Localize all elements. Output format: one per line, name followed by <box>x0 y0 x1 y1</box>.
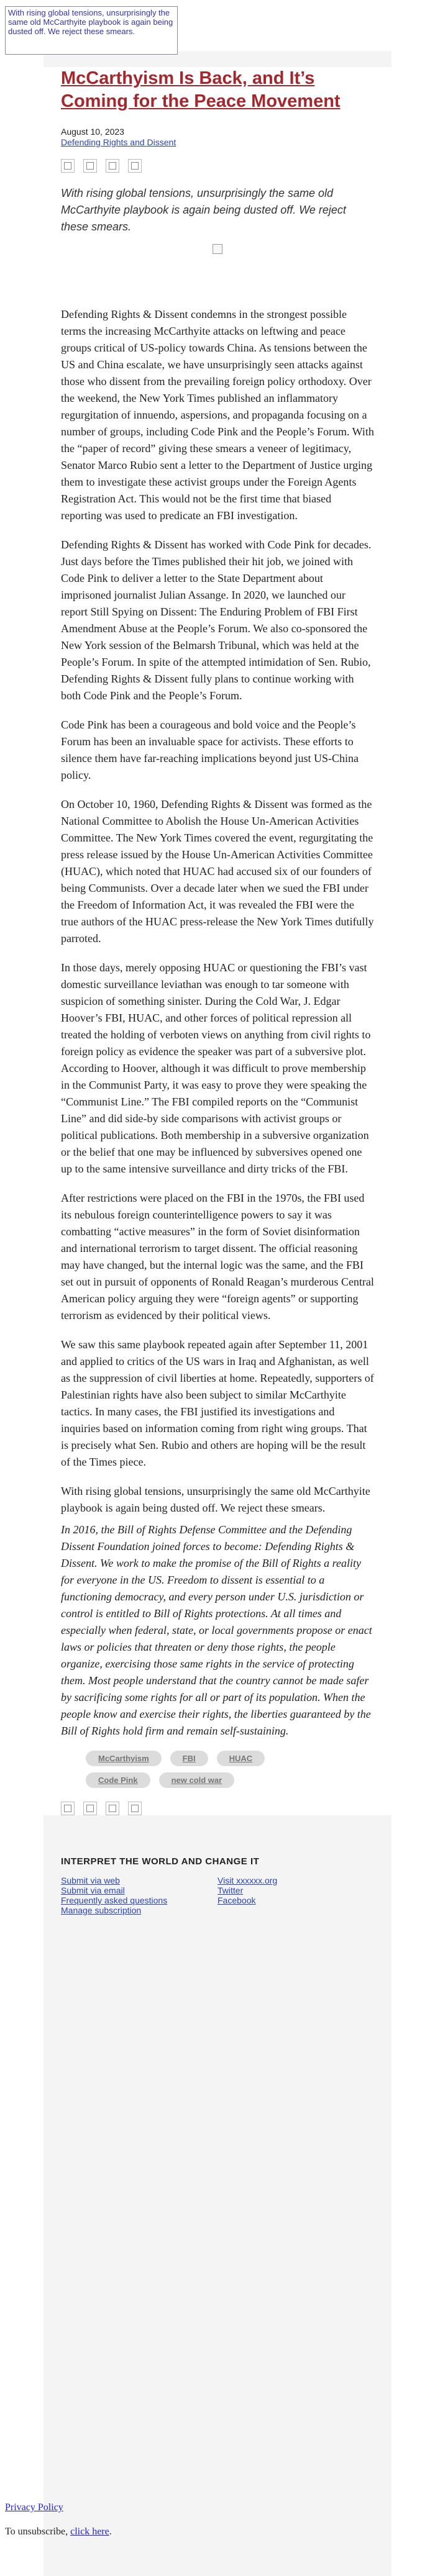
footer-right-links <box>218 1875 374 1915</box>
article-paragraph: With rising global tensions, unsurprisingly the same old McCarthyite playbook is again being dusted off. We reject these smears. <box>61 1485 370 1514</box>
footer-link-submit-web[interactable]: Submit via web <box>61 1875 120 1885</box>
article-paragraph: In those days, merely opposing HUAC or questioning the FBI’s vast domestic surveillance leviathan was enough to tar someone with suspicion of something sinister. During the Cold War, J. Edgar Hoover’s FBI, HUAC, and other forces of political repression all treated the holding of verboten views on anything from civil rights to foreign policy as evidence the speaker was part of a subversive plot. According to Hoover, although it was difficult to prove membership in the Communist Party, it was easy to prove they were speaking the “Communist Line.” The FBI compiled reports on the “Communist Line” and did side-by side comparisons with activist groups or political publications. Both membership in a subversive organization or the belief that one may be influenced by subversives opened one up to the same intensive surveillance and dirty tricks of the FBI. <box>61 961 371 1175</box>
unsubscribe-line <box>5 2526 112 2537</box>
tag-code-pink[interactable]: Code Pink <box>86 1772 150 1788</box>
share-buttons-bottom <box>61 1802 374 1815</box>
article-image-placeholder <box>213 244 222 254</box>
about-organization: In 2016, the Bill of Rights Defense Committee and the Defending Dissent Foundation joined forces to become: Defending Rights & Dissent. We work to make the promise of the Bill of Rights a reality for everyone in the US. Freedom to dissent is essential to a functioning democracy, and every person under U.S. jurisdiction or control is entitled to Bill of Rights protections. At all times and especially when federal, state, or local governments propose or enact laws or policies that threaten or deny those rights, the people organize, exercising those same rights in the service of protecting them. Most people understand that the country cannot be made safer by sacrificing some rights for all or part of its population. When the people know and exercise their rights, the liberties guaranteed by the Bill of Rights hold firm and remain self-sustaining. <box>61 1523 372 1737</box>
footer-link-manage-subscription[interactable]: Manage subscription <box>61 1905 142 1915</box>
tag-list <box>86 1751 297 1788</box>
share-link-icon[interactable] <box>128 159 142 173</box>
article-paragraph: On October 10, 1960, Defending Rights & Dissent was formed as the National Committee to Abolish the House Un-American Activities Committee. The New York Times covered the event, regurgitating the press release issued by the House Un-American Activities Committee (HUAC), which noted that HUAC had accused six of our founders of being Communists. Over a decade later when we sued the FBI under the Freedom of Information Act, it was revealed the FBI were the true authors of the HUAC press-release the New York Times dutifully parroted. <box>61 798 374 945</box>
article-paragraph: Defending Rights & Dissent has worked with Code Pink for decades. Just days before the Times published their hit job, we joined with Code Pink to deliver a letter to the State Department about imprisoned journalist Julian Assange. In 2020, we launched our report Still Spying on Dissent: The Enduring Problem of FBI First Amendment Abuse at the People’s Forum. We also co-sponsored the New York session of the Belmarsh Tribunal, which was held at the People’s Forum. In spite of the attempted intimidation of Sen. Rubio, Defending Rights & Dissent fully plans to continue working with both Code Pink and the People’s Forum. <box>61 538 372 702</box>
article-paragraph: Defending Rights & Dissent condemns in the strongest possible terms the increasing McCarthyite attacks on leftwing and peace groups critical of US-policy towards China. As tensions between the US and China escalate, we have unsurprisingly seen attacks against those who dissent from the prevailing foreign policy orthodoxy. Over the weekend, the New York Times published an inflammatory regurgitation of innuendo, aspersions, and propaganda focusing on a number of groups, including Code Pink and the People’s Forum. With the “paper of record” giving these smears a veneer of legitimacy, Senator Marco Rubio sent a letter to the Department of Justice urging them to investigate these activist groups under the Foreign Agents Registration Act. This would not be the first time that biased reporting was used to predicate an FBI investigation. <box>61 308 374 522</box>
unsubscribe-suffix: . <box>109 2526 112 2537</box>
article-card <box>44 67 392 1815</box>
footer-heading: INTERPRET THE WORLD AND CHANGE IT <box>61 1856 260 1867</box>
footer-link-submit-email[interactable]: Submit via email <box>61 1885 125 1895</box>
unsubscribe-link[interactable]: click here <box>70 2526 109 2537</box>
share-buttons-top <box>61 159 374 173</box>
share-email-icon[interactable] <box>106 1802 119 1815</box>
footer-link-visit-site[interactable]: Visit xxxxxx.org <box>218 1875 278 1885</box>
article-paragraph: Code Pink has been a courageous and bold voice and the People’s Forum has been an invaluable space for activists. These efforts to silence them have far-reaching implications beyond just US-China policy. <box>61 719 359 781</box>
share-facebook-icon[interactable] <box>61 159 75 173</box>
share-twitter-icon[interactable] <box>83 1802 97 1815</box>
header-image-alt-text: With rising global tensions, unsurprisingly the same old McCarthyite playbook is again being dusted off. We reject these smears. <box>8 8 173 36</box>
legal-footer <box>5 2501 112 2537</box>
article-paragraph: We saw this same playbook repeated again after September 11, 2001 and applied to critics of the US wars in Iraq and Afghanistan, as well as the suppression of civil liberties at home. Repeatedly, supporters of Palestinian rights have also been subject to similar McCarthyite tactics. In many cases, the FBI justified its investigations and inquiries based on information coming from right wing groups. That is precisely what Sen. Rubio and others are hoping will be the result of the Times piece. <box>61 1338 374 1468</box>
article-paragraph: After restrictions were placed on the FBI in the 1970s, the FBI used its nebulous foreign counterintelligence powers to say it was combatting “active measures” in the form of Soviet disinformation and international terrorism to target dissent. The official reasoning may have changed, but the internal logic was the same, and the FBI set out in pursuit of opponents of Ronald Reagan’s murderous Central American policy arguing they were “foreign agents” or supporting terrorism as evidenced by their political views. <box>61 1192 374 1322</box>
footer-link-facebook[interactable]: Facebook <box>218 1895 256 1905</box>
article-title[interactable]: McCarthyism Is Back, and It’s Coming for the Peace Movement <box>61 68 341 111</box>
tag-new-cold-war[interactable]: new cold war <box>159 1772 235 1788</box>
header-image-placeholder[interactable] <box>5 6 178 55</box>
article-body <box>61 306 374 1517</box>
tag-huac[interactable]: HUAC <box>217 1751 265 1766</box>
share-email-icon[interactable] <box>106 159 119 173</box>
article-category-link[interactable]: Defending Rights and Dissent <box>61 137 176 147</box>
footer-link-faq[interactable]: Frequently asked questions <box>61 1895 168 1905</box>
share-twitter-icon[interactable] <box>83 159 97 173</box>
share-facebook-icon[interactable] <box>61 1802 75 1815</box>
article-date: August 10, 2023 <box>61 127 124 137</box>
privacy-policy-link[interactable]: Privacy Policy <box>5 2502 63 2513</box>
tag-fbi[interactable]: FBI <box>170 1751 208 1766</box>
unsubscribe-prefix: To unsubscribe, <box>5 2526 71 2537</box>
tag-mccarthyism[interactable]: McCarthyism <box>86 1751 162 1766</box>
footer-left-links <box>61 1875 218 1915</box>
share-link-icon[interactable] <box>128 1802 142 1815</box>
email-footer <box>44 1856 392 1928</box>
email-container <box>44 51 392 1928</box>
footer-link-twitter[interactable]: Twitter <box>218 1885 244 1895</box>
article-lede: With rising global tensions, unsurprisingly the same old McCarthyite playbook is again being dusted off. We reject these smears. <box>61 187 346 233</box>
